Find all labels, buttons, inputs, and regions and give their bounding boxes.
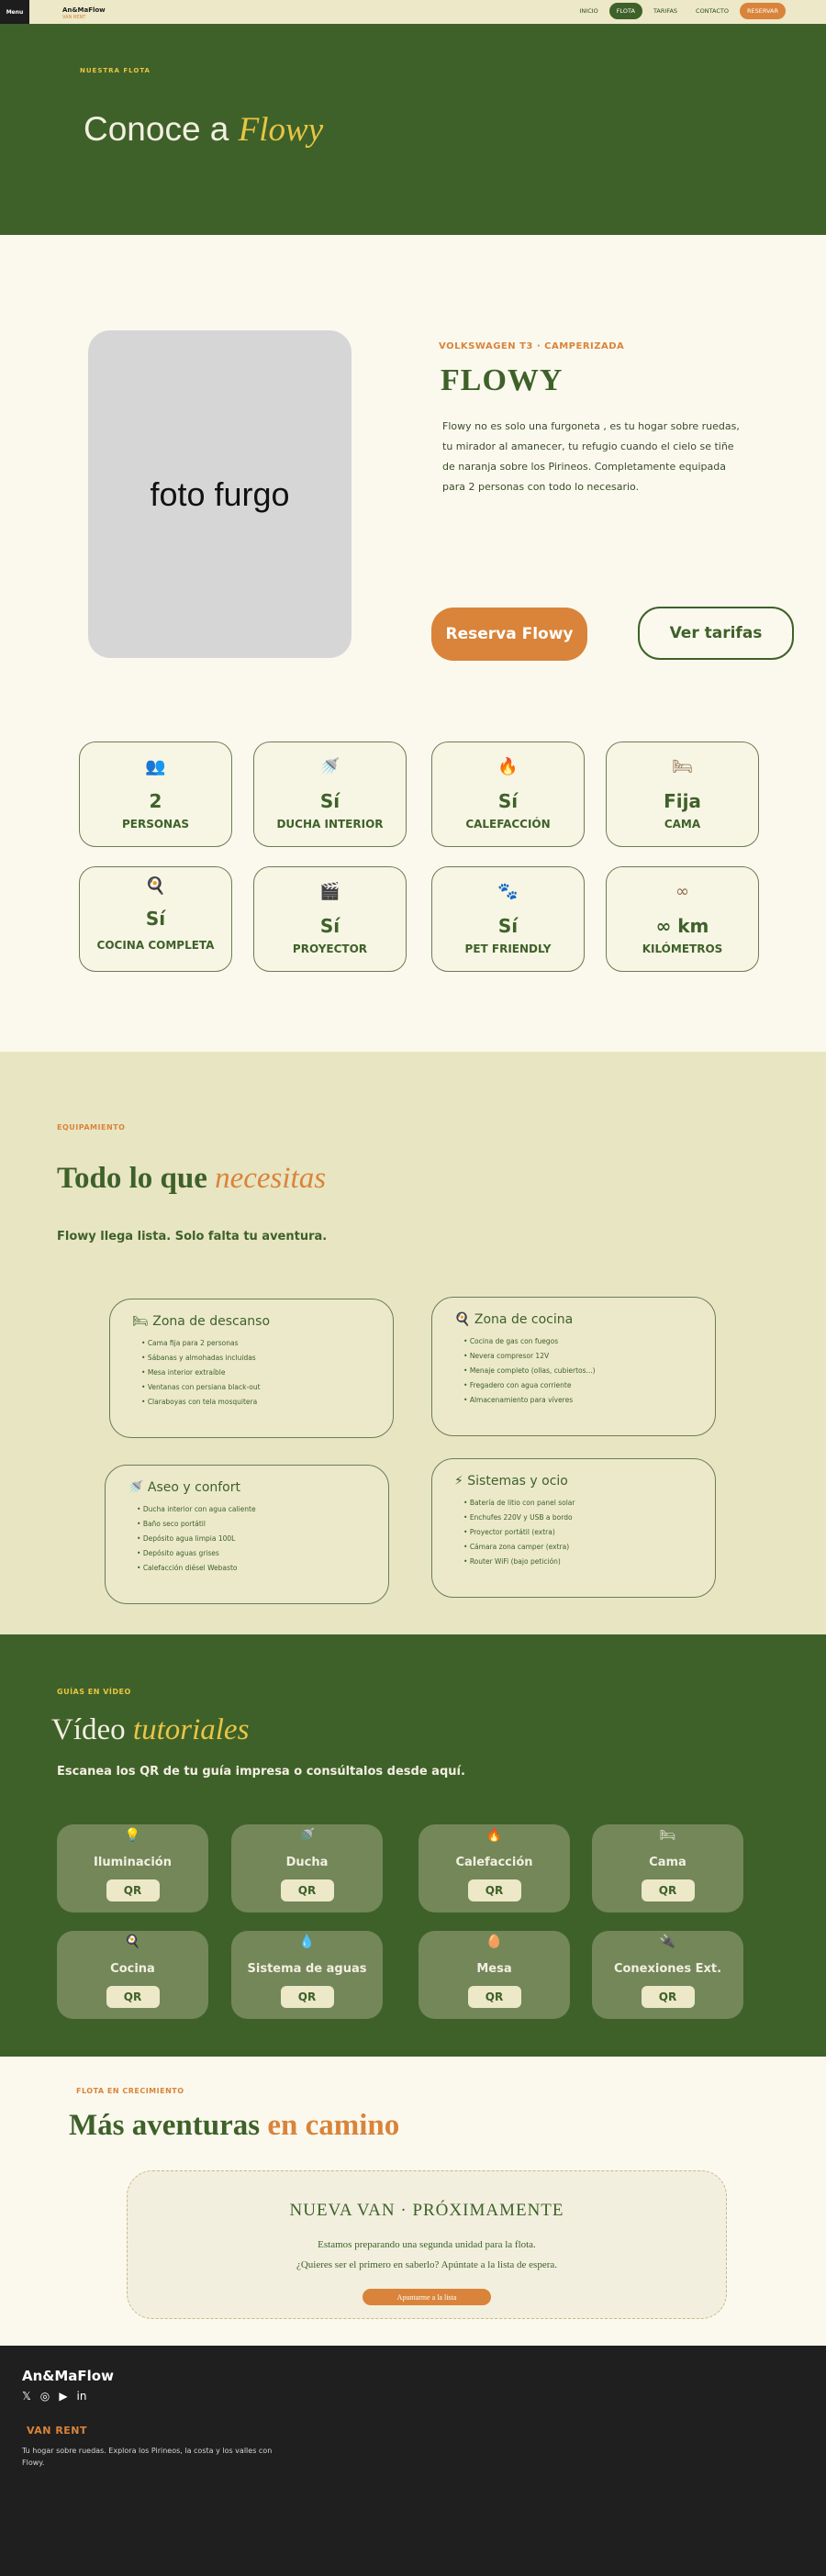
spec-label: COCINA COMPLETA bbox=[96, 939, 215, 952]
product-kicker: VOLKSWAGEN T3 · CAMPERIZADA bbox=[439, 341, 625, 351]
coming-soon-line: ¿Quieres ser el primero en saberlo? Apúntate a la lista de espera. bbox=[296, 2259, 558, 2270]
video-card-title: Cama bbox=[649, 1856, 686, 1869]
nav-link-tarifas[interactable]: TARIFAS bbox=[653, 7, 678, 15]
infinity-icon: ∞ bbox=[675, 882, 689, 901]
people-icon: 👥 bbox=[145, 757, 166, 776]
spec-value: Sí bbox=[497, 790, 519, 812]
video-card[interactable] bbox=[57, 1824, 208, 1912]
video-kicker: GUÍAS EN VÍDEO bbox=[57, 1688, 131, 1696]
zone-title: ⚡ Sistemas y ocio bbox=[454, 1474, 568, 1489]
spec-label: DUCHA INTERIOR bbox=[276, 818, 384, 831]
video-card-title: Conexiones Ext. bbox=[613, 1962, 722, 1976]
hero-title-b: Flowy bbox=[238, 111, 324, 149]
list-item: • Cama fija para 2 personas bbox=[141, 1336, 371, 1351]
zone-list bbox=[463, 1334, 693, 1408]
grow-kicker: FLOTA EN CRECIMIENTO bbox=[76, 2087, 184, 2095]
spec-label: CALEFACCIÓN bbox=[465, 818, 551, 831]
qr-button[interactable]: QR bbox=[281, 1879, 334, 1901]
qr-button[interactable]: QR bbox=[468, 1879, 521, 1901]
nav-links bbox=[573, 3, 786, 19]
equip-subtitle: Flowy llega lista. Solo falta tu aventura. bbox=[57, 1230, 328, 1243]
waitlist-button[interactable]: Apuntarme a la lista bbox=[363, 2289, 491, 2305]
brand[interactable] bbox=[62, 6, 106, 20]
spec-value: Fija bbox=[664, 790, 701, 812]
equip-title bbox=[57, 1162, 326, 1196]
linkedin-icon[interactable]: in bbox=[76, 2390, 87, 2403]
video-card[interactable] bbox=[592, 1931, 743, 2019]
spec-value: Sí bbox=[319, 915, 340, 937]
coming-soon-card bbox=[127, 2170, 727, 2319]
ver-tarifas-button[interactable]: Ver tarifas bbox=[638, 607, 794, 660]
table-icon: 🥚 bbox=[486, 1935, 503, 1949]
zone-list bbox=[463, 1496, 693, 1569]
video-title bbox=[51, 1713, 249, 1747]
spec-value: ∞ km bbox=[655, 915, 709, 937]
list-item: • Nevera compresor 12V bbox=[463, 1349, 693, 1364]
zone-title: 🍳 Zona de cocina bbox=[454, 1312, 574, 1327]
list-item: • Claraboyas con tela mosquitera bbox=[141, 1395, 371, 1410]
spec-value: 2 bbox=[149, 790, 162, 812]
video-title-a: Vídeo bbox=[51, 1713, 133, 1746]
list-item: • Ventanas con persiana black-out bbox=[141, 1380, 371, 1395]
list-item: • Sábanas y almohadas incluidas bbox=[141, 1351, 371, 1366]
equipment-section bbox=[0, 1052, 826, 1634]
video-card[interactable] bbox=[57, 1931, 208, 2019]
footer-brand[interactable]: An&MaFlow bbox=[22, 2368, 114, 2384]
van-photo-placeholder bbox=[88, 330, 352, 658]
qr-button[interactable]: QR bbox=[642, 1986, 695, 2008]
photo-label: foto furgo bbox=[150, 474, 290, 513]
qr-button[interactable]: QR bbox=[281, 1986, 334, 2008]
video-card-title: Calefacción bbox=[455, 1856, 533, 1869]
list-item: • Router WiFi (bajo petición) bbox=[463, 1555, 693, 1569]
list-item: • Menaje completo (ollas, cubiertos...) bbox=[463, 1364, 693, 1378]
equip-title-a: Todo lo que bbox=[57, 1162, 216, 1195]
zone-list bbox=[141, 1336, 371, 1410]
hero-title bbox=[84, 110, 323, 150]
spec-value: Sí bbox=[497, 915, 519, 937]
list-item: • Fregadero con agua corriente bbox=[463, 1378, 693, 1393]
video-title-b: tutoriales bbox=[132, 1713, 250, 1746]
video-card-title: Iluminación bbox=[94, 1856, 172, 1869]
video-card[interactable] bbox=[231, 1931, 383, 2019]
spec-card bbox=[79, 866, 232, 972]
youtube-icon[interactable]: ▶ bbox=[59, 2390, 68, 2403]
shower-icon: 🚿 bbox=[319, 757, 340, 776]
video-card[interactable] bbox=[419, 1931, 570, 2019]
spec-value: Sí bbox=[145, 908, 166, 930]
grow-title-b: en camino bbox=[267, 2109, 400, 2142]
spec-card bbox=[253, 866, 407, 972]
list-item: • Depósito agua limpia 100L bbox=[137, 1532, 366, 1546]
spec-label: PET FRIENDLY bbox=[464, 942, 552, 955]
zone-title: 🛏 Zona de descanso bbox=[132, 1314, 271, 1329]
logo[interactable] bbox=[0, 0, 29, 24]
instagram-icon[interactable]: ◎ bbox=[39, 2390, 50, 2403]
list-item: • Enchufes 220V y USB a bordo bbox=[463, 1511, 693, 1525]
equip-title-b: necesitas bbox=[215, 1162, 327, 1195]
video-subtitle: Escanea los QR de tu guía impresa o consúltalos desde aquí. bbox=[57, 1765, 465, 1779]
video-card[interactable] bbox=[231, 1824, 383, 1912]
brand-tagline: VAN RENT bbox=[62, 15, 86, 20]
video-card-title: Sistema de aguas bbox=[247, 1962, 367, 1976]
nav-reservar-button[interactable]: RESERVAR bbox=[740, 3, 786, 19]
nav-link-contacto[interactable]: CONTACTO bbox=[696, 7, 729, 15]
bulb-icon: 💡 bbox=[124, 1828, 141, 1843]
coming-soon-title: NUEVA VAN · PRÓXIMAMENTE bbox=[289, 2201, 564, 2220]
product-section bbox=[0, 235, 826, 1052]
video-card-title: Ducha bbox=[285, 1856, 329, 1869]
list-item: • Batería de litio con panel solar bbox=[463, 1496, 693, 1511]
brand-name: An&MaFlow bbox=[62, 6, 106, 14]
video-card-title: Cocina bbox=[110, 1962, 155, 1976]
zone-aseo-card bbox=[105, 1465, 389, 1604]
product-title: FLOWY bbox=[441, 363, 564, 397]
water-drop-icon: 💧 bbox=[298, 1935, 316, 1949]
spec-label: CAMA bbox=[664, 818, 701, 831]
grow-title-a: Más aventuras bbox=[69, 2109, 268, 2142]
product-description: Flowy no es solo una furgoneta , es tu hogar sobre ruedas, tu mirador al amanecer, tu refugio cuando el cielo se tiñe de naranja sobre los Pirineos. Completamente equipada para 2 personas con todo lo necesario. bbox=[442, 420, 740, 493]
list-item: • Cocina de gas con fuegos bbox=[463, 1334, 693, 1349]
spec-card bbox=[606, 742, 759, 847]
coming-soon-line: Estamos preparando una segunda unidad para la flota. bbox=[318, 2239, 536, 2250]
zone-descanso-card bbox=[109, 1299, 394, 1438]
logo-text: Menu bbox=[6, 8, 24, 16]
list-item: • Depósito aguas grises bbox=[137, 1546, 366, 1561]
list-item: • Baño seco portátil bbox=[137, 1517, 366, 1532]
fire-icon: 🔥 bbox=[486, 1828, 503, 1843]
footer-van-label: VAN RENT bbox=[27, 2425, 88, 2437]
video-tutorials-section bbox=[0, 1634, 826, 2057]
spec-card bbox=[79, 742, 232, 847]
reserva-button[interactable]: Reserva Flowy bbox=[431, 608, 587, 661]
spec-card bbox=[606, 866, 759, 972]
hero-section bbox=[0, 24, 826, 235]
plug-icon: 🔌 bbox=[659, 1935, 676, 1949]
cooking-icon: 🍳 bbox=[124, 1935, 141, 1949]
nav-link-flota[interactable]: FLOTA bbox=[609, 3, 642, 19]
list-item: • Proyector portátil (extra) bbox=[463, 1525, 693, 1540]
fleet-growth-section bbox=[0, 2057, 826, 2346]
qr-button[interactable]: QR bbox=[106, 1986, 160, 2008]
footer-description: Tu hogar sobre ruedas. Explora los Pirineos, la costa y los valles con Flowy. bbox=[22, 2447, 273, 2467]
cooking-icon: 🍳 bbox=[145, 876, 166, 896]
zone-sistemas-card bbox=[431, 1458, 716, 1598]
zone-title: 🚿 Aseo y confort bbox=[128, 1480, 240, 1495]
projector-icon: 🎬 bbox=[319, 882, 340, 901]
spec-card bbox=[253, 742, 407, 847]
video-card-title: Mesa bbox=[476, 1962, 512, 1976]
list-item: • Calefacción diésel Webasto bbox=[137, 1561, 366, 1576]
shower-icon: 🚿 bbox=[298, 1828, 316, 1843]
list-item: • Mesa interior extraíble bbox=[141, 1366, 371, 1380]
list-item: • Ducha interior con agua caliente bbox=[137, 1502, 366, 1517]
video-card[interactable] bbox=[592, 1824, 743, 1912]
spec-label: PERSONAS bbox=[121, 818, 190, 831]
hero-title-a: Conoce a bbox=[84, 110, 239, 148]
footer bbox=[0, 2346, 826, 2576]
list-item: • Almacenamiento para víveres bbox=[463, 1393, 693, 1408]
list-item: • Cámara zona camper (extra) bbox=[463, 1540, 693, 1555]
qr-button[interactable]: QR bbox=[106, 1879, 160, 1901]
zone-list bbox=[137, 1502, 366, 1576]
bed-icon: 🛏 bbox=[672, 757, 693, 776]
spec-value: Sí bbox=[319, 790, 340, 812]
top-nav bbox=[0, 0, 826, 24]
hero-kicker: NUESTRA FLOTA bbox=[80, 67, 151, 74]
equip-kicker: EQUIPAMIENTO bbox=[57, 1123, 126, 1132]
social-links bbox=[20, 2390, 88, 2403]
fire-icon: 🔥 bbox=[497, 757, 519, 776]
spec-label: KILÓMETROS bbox=[642, 942, 723, 955]
spec-label: PROYECTOR bbox=[292, 942, 368, 955]
bed-icon: 🛏 bbox=[659, 1828, 676, 1843]
spec-card bbox=[431, 742, 585, 847]
spec-card bbox=[431, 866, 585, 972]
video-card[interactable] bbox=[419, 1824, 570, 1912]
paw-icon: 🐾 bbox=[497, 882, 519, 901]
nav-link-inicio[interactable]: INICIO bbox=[579, 7, 598, 15]
x-twitter-icon[interactable]: 𝕏 bbox=[22, 2390, 31, 2403]
zone-cocina-card bbox=[431, 1297, 716, 1436]
grow-title bbox=[69, 2109, 399, 2143]
qr-button[interactable]: QR bbox=[642, 1879, 695, 1901]
qr-button[interactable]: QR bbox=[468, 1986, 521, 2008]
